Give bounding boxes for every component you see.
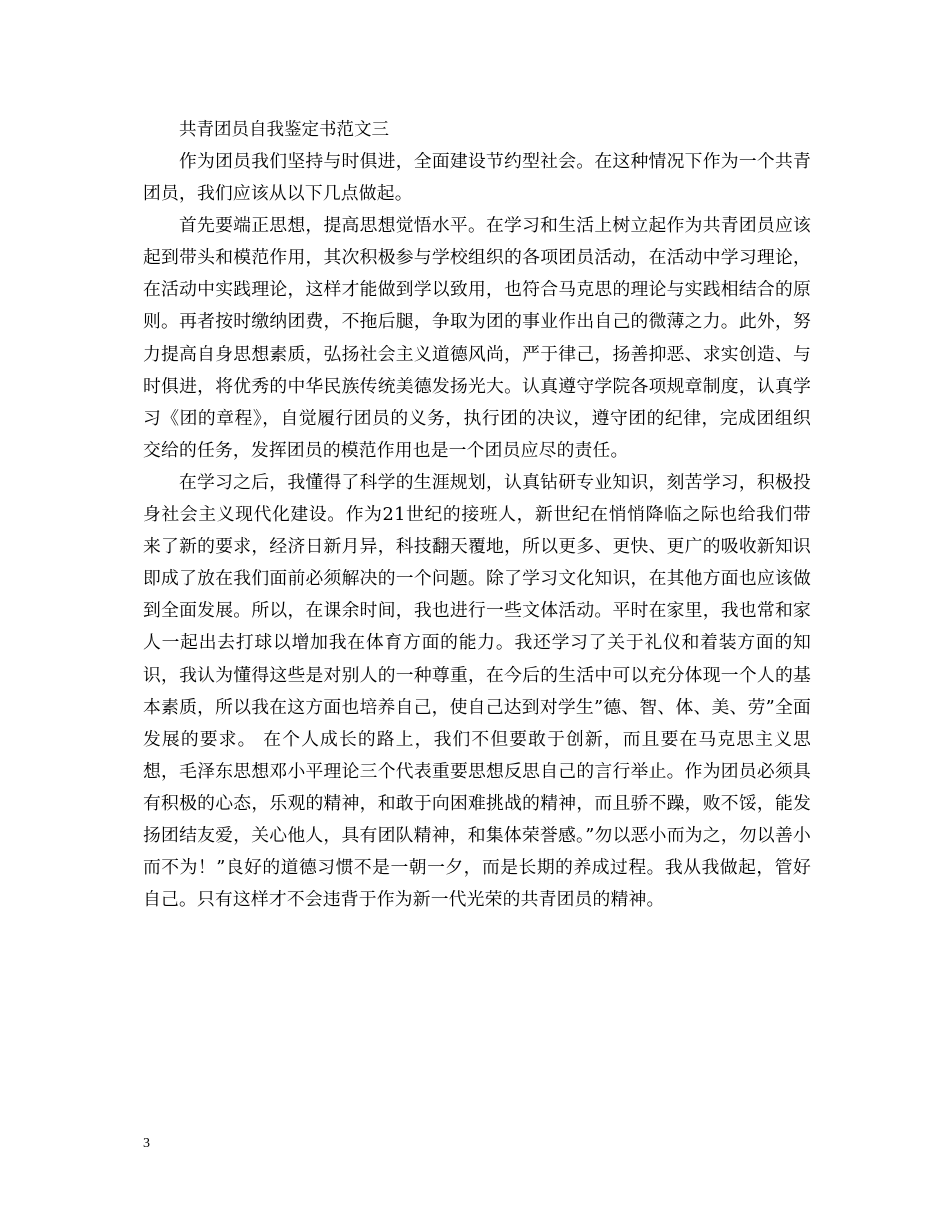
paragraph-study: 在学习之后，我懂得了科学的生涯规划，认真钻研专业知识，刻苦学习，积极投身社会主义现代化建设。作为21世纪的接班人，新世纪在悄悄降临之际也给我们带来了新的要求，经济日新月异，科技翻天覆地，所以更多、更快、更广的吸收新知识即成了放在我们面前必须解决的一个问题。除了学习文化知识，在其他方面也应该做到全面发展。所以，在课余时间，我也进行一些文体活动。平时在家里，我也常和家人一起出去打球以增加我在体育方面的能力。我还学习了关于礼仪和着装方面的知识，我认为懂得这些是对别人的一种尊重，在今后的生活中可以充分体现一个人的基本素质，所以我在这方面也培养自己，使自己达到对学生”德、智、体、美、劳”全面发展的要求。 在个人成长的路上，我们不但要敢于创新，而且要在马克思主义思想，毛泽东思想邓小平理论三个代表重要思想反思自己的言行举止。作为团员必须具有积极的心态，乐观的精神，和敢于向困难挑战的精神，而且骄不躁，败不馁，能发扬团结友爱，关心他人，具有团队精神，和集体荣誉感。”勿以恶小而为之，勿以善小而不为！”良好的道德习惯不是一朝一夕，而是长期的养成过程。我从我做起，管好自己。只有这样才不会违背于作为新一代光荣的共青团员的精神。 — [143, 471, 811, 911]
paragraph-intro: 作为团员我们坚持与时俱进，全面建设节约型社会。在这种情况下作为一个共青团员，我们应该从以下几点做起。 — [143, 151, 811, 205]
paragraph-thought: 首先要端正思想，提高思想觉悟水平。在学习和生活上树立起作为共青团员应该起到带头和模范作用，其次积极参与学校组织的各项团员活动，在活动中学习理论，在活动中实践理论，这样才能做到学以致用，也符合马克思的理论与实践相结合的原则。再者按时缴纳团费，不拖后腿，争取为团的事业作出自己的微薄之力。此外，努力提高自身思想素质，弘扬社会主义道德风尚，严于律己，扬善抑恶、求实创造、与时俱进，将优秀的中华民族传统美德发扬光大。认真遵守学院各项规章制度，认真学习《团的章程》，自觉履行团员的义务，执行团的决议，遵守团的纪律，完成团组织交给的任务，发挥团员的模范作用也是一个团员应尽的责任。 — [143, 215, 811, 461]
document-body — [143, 114, 811, 916]
document-title: 共青团员自我鉴定书范文三 — [179, 120, 389, 140]
page-number: 3 — [143, 1136, 150, 1151]
